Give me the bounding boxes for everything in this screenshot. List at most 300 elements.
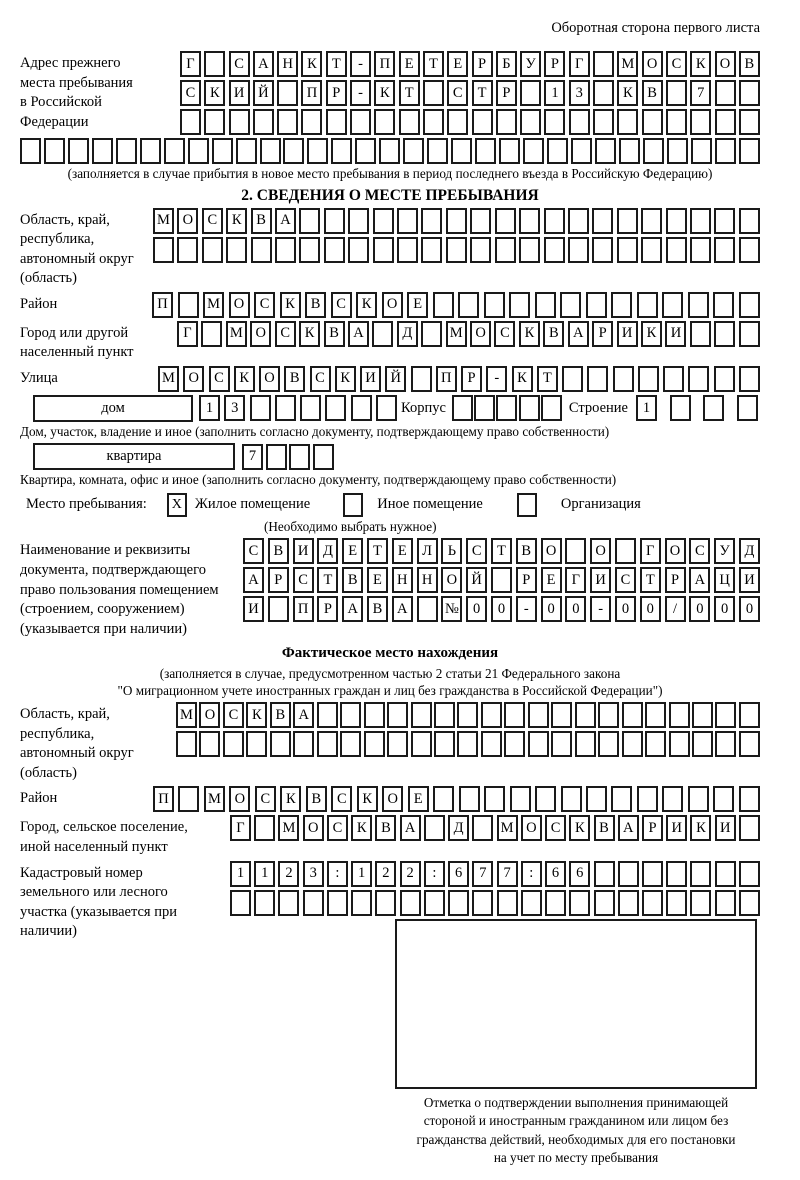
char-cell <box>472 890 493 916</box>
prev-address-cell-rows <box>180 51 760 135</box>
char-cell: Д <box>448 815 469 841</box>
char-cell: М <box>497 815 518 841</box>
char-cell <box>495 237 516 263</box>
prev-address-field <box>20 51 760 135</box>
stamp-caption-line: гражданства действий, необходимых для его постановки <box>416 1131 736 1147</box>
stamp-caption <box>376 1094 776 1168</box>
char-cell: Т <box>640 567 661 593</box>
char-cell <box>275 395 296 421</box>
char-cell: Е <box>447 51 468 77</box>
char-cell: К <box>641 321 662 347</box>
char-cell <box>739 138 760 164</box>
char-cell <box>411 366 432 392</box>
actual-location-title: Фактическое место нахождения <box>281 645 499 662</box>
char-cell <box>666 861 687 887</box>
char-cell: К <box>356 292 377 318</box>
char-cell <box>446 208 467 234</box>
char-cell: О <box>521 815 542 841</box>
prev-address-row-4 <box>20 138 760 164</box>
char-cell <box>638 366 659 392</box>
char-cell: Р <box>544 51 565 77</box>
region-row-2 <box>153 237 760 263</box>
char-cell: Т <box>399 80 420 106</box>
char-cell <box>565 538 586 564</box>
char-cell: Г <box>569 51 590 77</box>
char-cell <box>424 890 445 916</box>
char-cell <box>519 208 540 234</box>
char-cell <box>592 208 613 234</box>
char-cell <box>283 138 304 164</box>
char-cell <box>270 731 291 757</box>
char-cell: Е <box>399 51 420 77</box>
char-cell <box>424 815 445 841</box>
char-cell: Б <box>496 51 517 77</box>
char-cell <box>178 786 199 812</box>
char-cell <box>669 702 690 728</box>
stamp-caption-line: Отметка о подтверждении выполнения принимающей <box>423 1094 729 1110</box>
char-cell: С <box>689 538 710 564</box>
stay-type-row <box>20 493 760 517</box>
char-cell <box>666 890 687 916</box>
char-cell <box>400 890 421 916</box>
char-cell: Р <box>642 815 663 841</box>
char-cell: А <box>342 596 363 622</box>
char-cell <box>448 890 469 916</box>
char-cell <box>535 786 556 812</box>
char-cell <box>523 138 544 164</box>
char-cell <box>592 237 613 263</box>
char-cell <box>739 786 760 812</box>
char-cell: Е <box>342 538 363 564</box>
char-cell <box>645 731 666 757</box>
char-cell <box>645 702 666 728</box>
char-cell <box>637 292 658 318</box>
prev-address-row-3 <box>180 109 760 135</box>
char-cell: - <box>486 366 507 392</box>
char-cell <box>666 237 687 263</box>
char-cell <box>373 208 394 234</box>
char-cell <box>340 731 361 757</box>
char-cell <box>236 138 257 164</box>
char-cell <box>643 138 664 164</box>
checkbox-residential: X <box>167 493 187 517</box>
char-cell <box>251 237 272 263</box>
char-cell: П <box>436 366 457 392</box>
char-cell <box>618 890 639 916</box>
char-cell: С <box>229 51 250 77</box>
char-cell <box>714 208 735 234</box>
char-cell <box>268 596 289 622</box>
char-cell <box>618 861 639 887</box>
district-field <box>20 292 760 318</box>
char-cell: О <box>382 786 403 812</box>
char-cell <box>541 395 562 421</box>
char-cell: О <box>441 567 462 593</box>
char-cell <box>595 138 616 164</box>
char-cell <box>433 292 454 318</box>
char-cell <box>690 890 711 916</box>
stroenie-cells <box>636 395 758 421</box>
char-cell <box>204 109 225 135</box>
char-cell <box>327 890 348 916</box>
char-cell: В <box>367 596 388 622</box>
char-cell: В <box>270 702 291 728</box>
char-cell <box>715 861 736 887</box>
char-cell <box>446 237 467 263</box>
char-cell: В <box>284 366 305 392</box>
actual-city-label: Город, сельское поселение, иной населенный пункт <box>20 819 188 855</box>
char-cell <box>641 208 662 234</box>
char-cell <box>622 731 643 757</box>
char-cell: Т <box>423 51 444 77</box>
char-cell: № <box>441 596 462 622</box>
stamp-box <box>395 919 757 1089</box>
char-cell <box>348 208 369 234</box>
char-cell: М <box>204 786 225 812</box>
char-cell: 1 <box>636 395 657 421</box>
char-cell <box>470 208 491 234</box>
char-cell <box>92 138 113 164</box>
prev-address-row-1 <box>180 51 760 77</box>
char-cell: А <box>400 815 421 841</box>
char-cell: М <box>176 702 197 728</box>
char-cell <box>569 890 590 916</box>
apartment-row <box>20 443 760 470</box>
char-cell <box>737 395 758 421</box>
char-cell <box>423 109 444 135</box>
char-cell <box>348 237 369 263</box>
char-cell <box>593 80 614 106</box>
char-cell <box>340 702 361 728</box>
char-cell <box>551 731 572 757</box>
char-cell: М <box>617 51 638 77</box>
char-cell: А <box>689 567 710 593</box>
char-cell: Ь <box>441 538 462 564</box>
char-cell: 0 <box>615 596 636 622</box>
char-cell: К <box>374 80 395 106</box>
char-cell: К <box>335 366 356 392</box>
char-cell: С <box>275 321 296 347</box>
char-cell: О <box>665 538 686 564</box>
char-cell <box>520 109 541 135</box>
char-cell <box>351 890 372 916</box>
char-cell <box>496 109 517 135</box>
char-cell <box>666 208 687 234</box>
char-cell <box>714 237 735 263</box>
char-cell: : <box>424 861 445 887</box>
char-cell: К <box>280 786 301 812</box>
char-cell <box>293 731 314 757</box>
char-cell <box>178 292 199 318</box>
char-cell: П <box>293 596 314 622</box>
char-cell: 1 <box>351 861 372 887</box>
char-cell <box>411 731 432 757</box>
char-cell: С <box>545 815 566 841</box>
char-cell <box>495 208 516 234</box>
char-cell: Г <box>230 815 251 841</box>
korpus-cells <box>452 395 562 421</box>
char-cell <box>317 702 338 728</box>
char-cell <box>289 444 310 470</box>
char-cell <box>326 109 347 135</box>
char-cell: Р <box>592 321 613 347</box>
char-cell <box>598 731 619 757</box>
char-cell: А <box>618 815 639 841</box>
char-cell <box>613 366 634 392</box>
char-cell: О <box>541 538 562 564</box>
char-cell <box>373 237 394 263</box>
document-label: Наименование и реквизиты документа, подтверждающего право пользования помещением (строением, сооружением) (указывается при наличии) <box>20 542 219 637</box>
char-cell <box>666 80 687 106</box>
char-cell: : <box>521 861 542 887</box>
char-cell <box>474 395 495 421</box>
char-cell <box>199 731 220 757</box>
char-cell <box>544 237 565 263</box>
char-cell: 7 <box>242 444 263 470</box>
char-cell <box>560 292 581 318</box>
char-cell: С <box>615 567 636 593</box>
char-cell: Т <box>326 51 347 77</box>
char-cell: В <box>375 815 396 841</box>
char-cell <box>278 890 299 916</box>
actual-district-label: Район <box>20 790 58 807</box>
char-cell <box>226 237 247 263</box>
char-cell: Т <box>317 567 338 593</box>
checkbox-organization <box>517 493 537 517</box>
char-cell: В <box>342 567 363 593</box>
char-cell: - <box>350 80 371 106</box>
char-cell <box>313 444 334 470</box>
char-cell <box>481 702 502 728</box>
char-cell: Р <box>268 567 289 593</box>
char-cell <box>519 395 540 421</box>
char-cell <box>317 731 338 757</box>
char-cell: Р <box>472 51 493 77</box>
char-cell: - <box>590 596 611 622</box>
char-cell <box>421 208 442 234</box>
char-cell: И <box>243 596 264 622</box>
char-cell <box>714 321 735 347</box>
char-cell <box>379 138 400 164</box>
char-cell <box>690 861 711 887</box>
char-cell <box>641 237 662 263</box>
char-cell: К <box>569 815 590 841</box>
char-cell <box>457 702 478 728</box>
char-cell: И <box>665 321 686 347</box>
char-cell <box>397 208 418 234</box>
char-cell: 6 <box>569 861 590 887</box>
district-row <box>152 292 760 318</box>
char-cell <box>350 109 371 135</box>
char-cell <box>586 292 607 318</box>
char-cell <box>617 109 638 135</box>
char-cell: К <box>690 51 711 77</box>
char-cell: У <box>520 51 541 77</box>
char-cell: Г <box>565 567 586 593</box>
actual-region-label: Область, край, республика, автономный округ (область) <box>20 706 134 781</box>
char-cell: К <box>690 815 711 841</box>
char-cell: Н <box>277 51 298 77</box>
char-cell <box>434 702 455 728</box>
char-cell <box>690 109 711 135</box>
document-row-1 <box>243 538 760 564</box>
actual-city-row <box>230 815 760 841</box>
char-cell: В <box>251 208 272 234</box>
char-cell: М <box>446 321 467 347</box>
char-cell <box>739 292 760 318</box>
city-label: Город или другой населенный пункт <box>20 324 134 361</box>
char-cell: Й <box>385 366 406 392</box>
char-cell: А <box>348 321 369 347</box>
char-cell: П <box>301 80 322 106</box>
char-cell <box>458 292 479 318</box>
char-cell <box>140 138 161 164</box>
char-cell: Т <box>367 538 388 564</box>
char-cell: А <box>243 567 264 593</box>
char-cell: С <box>254 292 275 318</box>
char-cell <box>364 702 385 728</box>
char-cell <box>475 138 496 164</box>
char-cell: 1 <box>544 80 565 106</box>
char-cell <box>692 731 713 757</box>
char-cell <box>303 890 324 916</box>
region-field <box>20 208 760 289</box>
char-cell: Р <box>665 567 686 593</box>
document-row-3 <box>243 596 760 622</box>
char-cell <box>484 786 505 812</box>
char-cell <box>575 731 596 757</box>
char-cell <box>739 208 760 234</box>
char-cell: С <box>447 80 468 106</box>
char-cell: К <box>617 80 638 106</box>
char-cell <box>301 109 322 135</box>
option-other-premises-label: Иное помещение <box>377 496 483 513</box>
char-cell: О <box>177 208 198 234</box>
char-cell: А <box>253 51 274 77</box>
char-cell <box>568 208 589 234</box>
street-row <box>158 366 760 392</box>
region-row-1 <box>153 208 760 234</box>
char-cell: О <box>715 51 736 77</box>
char-cell <box>509 292 530 318</box>
char-cell: Е <box>408 786 429 812</box>
char-cell: Т <box>472 80 493 106</box>
char-cell <box>593 109 614 135</box>
char-cell: Р <box>317 596 338 622</box>
char-cell <box>521 890 542 916</box>
char-cell: К <box>519 321 540 347</box>
char-cell: 2 <box>375 861 396 887</box>
char-cell <box>447 109 468 135</box>
street-field <box>20 366 760 392</box>
char-cell <box>520 80 541 106</box>
actual-district-field <box>20 786 760 812</box>
char-cell: М <box>158 366 179 392</box>
actual-district-row <box>153 786 760 812</box>
char-cell <box>20 138 41 164</box>
char-cell: И <box>229 80 250 106</box>
char-cell: 3 <box>303 861 324 887</box>
char-cell: О <box>382 292 403 318</box>
district-label: Район <box>20 295 58 312</box>
char-cell: В <box>594 815 615 841</box>
char-cell <box>667 138 688 164</box>
korpus-label: Корпус <box>401 399 446 416</box>
char-cell <box>739 702 760 728</box>
char-cell <box>202 237 223 263</box>
document-cell-rows <box>243 538 760 622</box>
char-cell: 0 <box>466 596 487 622</box>
char-cell: К <box>246 702 267 728</box>
char-cell <box>355 138 376 164</box>
option-organization-label: Организация <box>560 496 641 513</box>
char-cell <box>528 702 549 728</box>
char-cell: 1 <box>199 395 220 421</box>
char-cell <box>547 138 568 164</box>
char-cell: Т <box>537 366 558 392</box>
char-cell <box>324 237 345 263</box>
char-cell <box>376 395 397 421</box>
char-cell: Г <box>640 538 661 564</box>
char-cell <box>246 731 267 757</box>
char-cell: С <box>494 321 515 347</box>
char-cell: С <box>255 786 276 812</box>
char-cell: Й <box>466 567 487 593</box>
char-cell: К <box>204 80 225 106</box>
char-cell <box>491 567 512 593</box>
char-cell <box>484 292 505 318</box>
house-number-cells <box>199 395 397 421</box>
char-cell: 0 <box>739 596 760 622</box>
char-cell <box>177 237 198 263</box>
char-cell: 3 <box>224 395 245 421</box>
char-cell <box>669 731 690 757</box>
house-note: Дом, участок, владение и иное (заполнить согласно документу, подтверждающему право собственности) <box>20 423 610 439</box>
prev-address-label: Адрес прежнего места пребывания в Российской Федерации <box>20 55 133 130</box>
char-cell: С <box>331 292 352 318</box>
char-cell: Н <box>392 567 413 593</box>
char-cell <box>331 138 352 164</box>
char-cell: С <box>202 208 223 234</box>
char-cell: И <box>666 815 687 841</box>
char-cell: П <box>152 292 173 318</box>
region-cell-rows <box>153 208 760 263</box>
actual-region-field <box>20 702 760 783</box>
char-cell <box>690 321 711 347</box>
char-cell <box>423 80 444 106</box>
char-cell: П <box>153 786 174 812</box>
char-cell: В <box>268 538 289 564</box>
char-cell <box>472 815 493 841</box>
char-cell <box>619 138 640 164</box>
char-cell <box>176 731 197 757</box>
char-cell <box>433 786 454 812</box>
char-cell <box>739 890 760 916</box>
char-cell: В <box>306 786 327 812</box>
char-cell <box>544 208 565 234</box>
char-cell <box>44 138 65 164</box>
char-cell <box>504 731 525 757</box>
char-cell <box>594 890 615 916</box>
char-cell <box>713 292 734 318</box>
char-cell <box>561 786 582 812</box>
char-cell <box>575 702 596 728</box>
stay-type-label: Место пребывания: <box>26 496 147 513</box>
char-cell <box>692 702 713 728</box>
char-cell <box>662 786 683 812</box>
char-cell: И <box>715 815 736 841</box>
char-cell <box>374 109 395 135</box>
